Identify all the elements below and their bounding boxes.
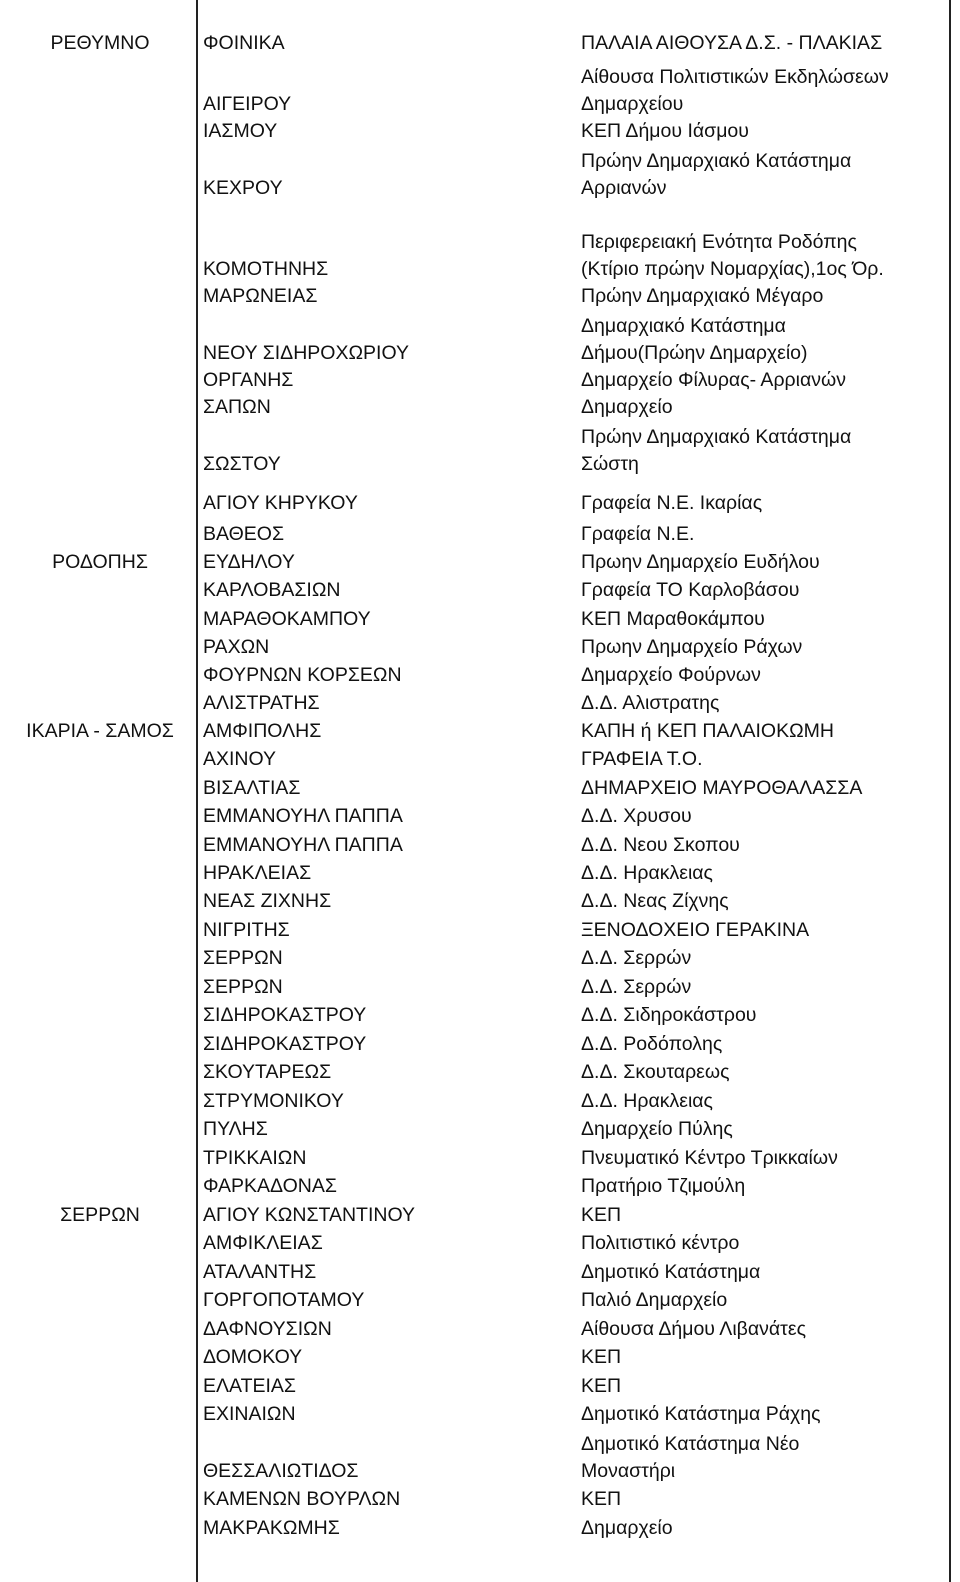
municipality-cell: ΔΑΦΝΟΥΣΙΩΝ xyxy=(203,1318,332,1340)
municipality-cell: ΑΛΙΣΤΡΑΤΗΣ xyxy=(203,692,320,714)
municipality-cell: ΘΕΣΣΑΛΙΩΤΙΔΟΣ xyxy=(203,1460,359,1482)
location-cell: Δημαρχείο xyxy=(581,396,673,418)
location-cell: Δ.Δ. Νεου Σκοπου xyxy=(581,834,740,856)
location-cell: Γραφεία Ν.Ε. Ικαρίας xyxy=(581,492,763,514)
municipality-cell: ΚΑΡΛΟΒΑΣΙΩΝ xyxy=(203,579,341,601)
municipality-cell: ΝΕΑΣ ΖΙΧΝΗΣ xyxy=(203,890,332,912)
location-cell: ΔΗΜΑΡΧΕΙΟ ΜΑΥΡΟΘΑΛΑΣΣΑ xyxy=(581,777,863,799)
location-cell: ΞΕΝΟΔΟΧΕΙΟ ΓΕΡΑΚΙΝΑ xyxy=(581,919,810,941)
municipality-cell: ΑΜΦΙΠΟΛΗΣ xyxy=(203,720,322,742)
municipality-cell: ΚΕΧΡΟΥ xyxy=(203,177,283,199)
municipality-cell: ΓΟΡΓΟΠΟΤΑΜΟΥ xyxy=(203,1289,365,1311)
municipality-cell: ΣΤΡΥΜΟΝΙΚΟΥ xyxy=(203,1090,344,1112)
municipality-cell: ΝΕΟΥ ΣΙΔΗΡΟΧΩΡΙΟΥ xyxy=(203,342,410,364)
location-cell: Δ.Δ. Σερρών xyxy=(581,947,692,969)
municipality-cell: ΤΡΙΚΚΑΙΩΝ xyxy=(203,1147,307,1169)
location-cell: Γραφεία ΤΟ Καρλοβάσου xyxy=(581,579,800,601)
municipality-cell: ΣΑΠΩΝ xyxy=(203,396,271,418)
municipality-cell: ΝΙΓΡΙΤΗΣ xyxy=(203,919,290,941)
municipality-cell: ΙΑΣΜΟΥ xyxy=(203,120,278,142)
municipality-cell: ΑΜΦΙΚΛΕΙΑΣ xyxy=(203,1232,323,1254)
location-cell: ΚΕΠ Μαραθοκάμπου xyxy=(581,608,765,630)
location-cell: Δημαρχείου xyxy=(581,93,684,115)
location-cell: Πνευματικό Κέντρο Τρικκαίων xyxy=(581,1147,838,1169)
location-cell: ΚΕΠ xyxy=(581,1346,622,1368)
column-divider-left xyxy=(196,0,198,1582)
municipality-cell: ΣΚΟΥΤΑΡΕΩΣ xyxy=(203,1061,332,1083)
municipality-cell: ΑΤΑΛΑΝΤΗΣ xyxy=(203,1261,317,1283)
municipality-cell: ΔΟΜΟΚΟΥ xyxy=(203,1346,303,1368)
location-cell: Πρώην Δημαρχιακό Κατάστημα xyxy=(581,150,852,172)
location-cell: Δ.Δ. Ροδόπολης xyxy=(581,1033,723,1055)
municipality-cell: ΕΧΙΝΑΙΩΝ xyxy=(203,1403,296,1425)
municipality-cell: ΕΥΔΗΛΟΥ xyxy=(203,551,295,573)
location-cell: ΚΕΠ xyxy=(581,1488,622,1510)
municipality-cell: ΠΥΛΗΣ xyxy=(203,1118,268,1140)
location-cell: Δημαρχιακό Κατάστημα xyxy=(581,315,786,337)
municipality-cell: ΦΟΙΝΙΚΑ xyxy=(203,32,285,54)
municipality-cell: ΕΜΜΑΝΟΥΗΛ ΠΑΠΠΑ xyxy=(203,834,403,856)
municipality-cell: ΕΛΑΤΕΙΑΣ xyxy=(203,1375,296,1397)
municipality-cell: ΑΓΙΟΥ ΚΩΝΣΤΑΝΤΙΝΟΥ xyxy=(203,1204,416,1226)
municipality-cell: ΚΑΜΕΝΩΝ ΒΟΥΡΛΩΝ xyxy=(203,1488,401,1510)
municipality-cell: ΑΓΙΟΥ ΚΗΡΥΚΟΥ xyxy=(203,492,358,514)
municipality-cell: ΒΑΘΕΟΣ xyxy=(203,523,284,545)
location-cell: Πρωην Δημαρχείο Ευδήλου xyxy=(581,551,820,573)
municipality-cell: ΣΙΔΗΡΟΚΑΣΤΡΟΥ xyxy=(203,1004,367,1026)
location-cell: Δημαρχείο Πύλης xyxy=(581,1118,733,1140)
municipality-cell: ΜΑΚΡΑΚΩΜΗΣ xyxy=(203,1517,340,1539)
municipality-cell: ΑΧΙΝΟΥ xyxy=(203,748,277,770)
municipality-cell: ΚΟΜΟΤΗΝΗΣ xyxy=(203,258,329,280)
location-cell: Περιφερειακή Ενότητα Ροδόπης xyxy=(581,231,857,253)
municipality-cell: ΕΜΜΑΝΟΥΗΛ ΠΑΠΠΑ xyxy=(203,805,403,827)
location-cell: ΚΕΠ xyxy=(581,1375,622,1397)
location-cell: Δ.Δ. Αλιστρατης xyxy=(581,692,720,714)
location-cell: Δ.Δ. Σερρών xyxy=(581,976,692,998)
municipality-cell: ΣΩΣΤΟΥ xyxy=(203,453,281,475)
location-cell: (Κτίριο πρώην Νομαρχίας),1ος Όρ. xyxy=(581,258,884,280)
location-cell: ΚΕΠ Δήμου Ιάσμου xyxy=(581,120,749,142)
column-divider-right xyxy=(949,0,951,1582)
location-cell: Πρωην Δημαρχείο Ράχων xyxy=(581,636,803,658)
location-cell: Δ.Δ. Ηρακλειας xyxy=(581,1090,713,1112)
region-label: ΙΚΑΡΙΑ - ΣΑΜΟΣ xyxy=(26,720,174,742)
location-cell: Μοναστήρι xyxy=(581,1460,676,1482)
location-cell: Δήμου(Πρώην Δημαρχείο) xyxy=(581,342,808,364)
location-cell: ΓΡΑΦΕΙΑ Τ.Ο. xyxy=(581,748,703,770)
municipality-cell: ΟΡΓΑΝΗΣ xyxy=(203,369,294,391)
region-label: ΣΕΡΡΩΝ xyxy=(60,1204,140,1226)
location-cell: Δημοτικό Κατάστημα xyxy=(581,1261,761,1283)
municipality-cell: ΒΙΣΑΛΤΙΑΣ xyxy=(203,777,301,799)
location-cell: Πρατήριο Τζιμούλη xyxy=(581,1175,746,1197)
municipality-cell: ΑΙΓΕΙΡΟΥ xyxy=(203,93,292,115)
location-cell: Δημαρχείο Φίλυρας- Αρριανών xyxy=(581,369,846,391)
location-cell: Δημοτικό Κατάστημα Ράχης xyxy=(581,1403,821,1425)
municipality-cell: ΜΑΡΑΘΟΚΑΜΠΟΥ xyxy=(203,608,371,630)
location-cell: Παλιό Δημαρχείο xyxy=(581,1289,728,1311)
location-cell: Πολιτιστικό κέντρο xyxy=(581,1232,740,1254)
location-cell: Σώστη xyxy=(581,453,639,475)
location-cell: Δ.Δ. Ηρακλειας xyxy=(581,862,713,884)
location-cell: ΠΑΛΑΙΑ ΑΙΘΟΥΣΑ Δ.Σ. - ΠΛΑΚΙΑΣ xyxy=(581,32,883,54)
municipality-cell: ΣΙΔΗΡΟΚΑΣΤΡΟΥ xyxy=(203,1033,367,1055)
location-cell: Γραφεία Ν.Ε. xyxy=(581,523,695,545)
municipality-cell: ΡΑΧΩΝ xyxy=(203,636,270,658)
municipality-cell: ΣΕΡΡΩΝ xyxy=(203,976,283,998)
municipality-cell: ΗΡΑΚΛΕΙΑΣ xyxy=(203,862,312,884)
location-cell: ΚΑΠΗ ή ΚΕΠ ΠΑΛΑΙΟΚΩΜΗ xyxy=(581,720,834,742)
municipality-cell: ΦΑΡΚΑΔΟΝΑΣ xyxy=(203,1175,337,1197)
location-cell: Δ.Δ. Σιδηροκάστρου xyxy=(581,1004,757,1026)
municipality-cell: ΦΟΥΡΝΩΝ ΚΟΡΣΕΩΝ xyxy=(203,664,402,686)
municipality-cell: ΣΕΡΡΩΝ xyxy=(203,947,283,969)
location-cell: Πρώην Δημαρχιακό Μέγαρο xyxy=(581,285,824,307)
location-cell: Δημαρχείο Φούρνων xyxy=(581,664,761,686)
location-cell: ΚΕΠ xyxy=(581,1204,622,1226)
location-cell: Δ.Δ. Νεας Ζίχνης xyxy=(581,890,729,912)
location-cell: Αρριανών xyxy=(581,177,667,199)
location-cell: Πρώην Δημαρχιακό Κατάστημα xyxy=(581,426,852,448)
municipality-cell: ΜΑΡΩΝΕΙΑΣ xyxy=(203,285,318,307)
location-cell: Δημοτικό Κατάστημα Νέο xyxy=(581,1433,800,1455)
location-cell: Αίθουσα Πολιτιστικών Εκδηλώσεων xyxy=(581,66,889,88)
location-cell: Δημαρχείο xyxy=(581,1517,673,1539)
location-cell: Αίθουσα Δήμου Λιβανάτες xyxy=(581,1318,806,1340)
region-label: ΡΕΘΥΜΝΟ xyxy=(50,32,150,54)
location-cell: Δ.Δ. Χρυσου xyxy=(581,805,692,827)
region-label: ΡΟΔΟΠΗΣ xyxy=(52,551,148,573)
location-cell: Δ.Δ. Σκουταρεως xyxy=(581,1061,730,1083)
